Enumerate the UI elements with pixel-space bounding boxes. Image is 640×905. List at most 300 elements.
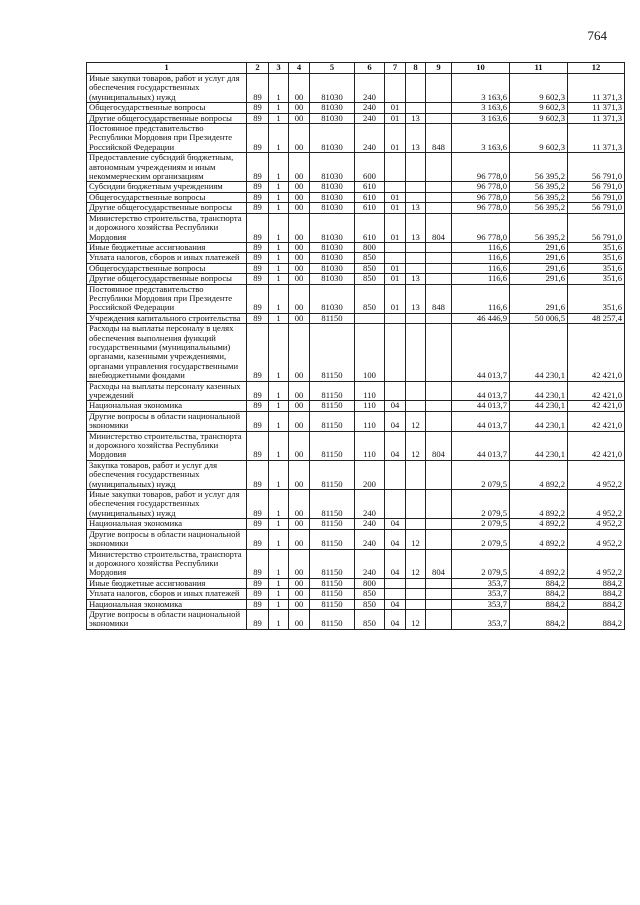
table-row: [87, 124, 625, 153]
cell-y1: 44 013,7: [452, 324, 510, 381]
cell-y3: 884,2: [568, 599, 625, 609]
cell-y3: 4 952,2: [568, 460, 625, 489]
cell-target: 81150: [310, 490, 355, 519]
cell-sub: 00: [289, 253, 310, 263]
cell-rz: 04: [385, 431, 406, 460]
cell-name: Уплата налогов, сборов и иных платежей: [87, 253, 247, 263]
cell-vr: 610: [355, 213, 385, 242]
column-header: 3: [269, 63, 289, 74]
cell-prog: 1: [269, 263, 289, 273]
cell-rz: [385, 578, 406, 588]
cell-y2: 4 892,2: [510, 460, 568, 489]
column-header: 12: [568, 63, 625, 74]
cell-target: 81030: [310, 153, 355, 182]
cell-vr: 850: [355, 253, 385, 263]
cell-y1: 2 079,5: [452, 549, 510, 578]
column-header: 10: [452, 63, 510, 74]
cell-prog: 1: [269, 213, 289, 242]
cell-y1: 44 013,7: [452, 381, 510, 401]
cell-pr: 13: [406, 203, 426, 213]
cell-target: 81150: [310, 313, 355, 323]
table-row: [87, 74, 625, 103]
cell-prog: 1: [269, 192, 289, 202]
cell-name: Национальная экономика: [87, 519, 247, 529]
cell-pr: [406, 182, 426, 192]
cell-y2: 4 892,2: [510, 519, 568, 529]
cell-rz: [385, 253, 406, 263]
cell-code: 89: [247, 203, 269, 213]
cell-prog: 1: [269, 589, 289, 599]
cell-gr: [426, 401, 452, 411]
cell-prog: 1: [269, 203, 289, 213]
table-row: [87, 578, 625, 588]
column-header: 5: [310, 63, 355, 74]
cell-gr: [426, 324, 452, 381]
cell-target: 81150: [310, 549, 355, 578]
cell-pr: 12: [406, 609, 426, 629]
cell-y1: 2 079,5: [452, 529, 510, 549]
cell-pr: [406, 263, 426, 273]
cell-y3: 56 791,0: [568, 153, 625, 182]
cell-y1: 353,7: [452, 599, 510, 609]
cell-pr: [406, 324, 426, 381]
cell-y3: 11 371,3: [568, 124, 625, 153]
cell-rz: 01: [385, 203, 406, 213]
cell-name: Министерство строительства, транспорта и дорожного хозяйства Республики Мордовия: [87, 213, 247, 242]
cell-vr: 240: [355, 103, 385, 113]
cell-y2: 9 602,3: [510, 103, 568, 113]
table-row: [87, 263, 625, 273]
cell-target: 81030: [310, 203, 355, 213]
cell-vr: 240: [355, 519, 385, 529]
cell-name: Общегосударственные вопросы: [87, 103, 247, 113]
cell-y2: 44 230,1: [510, 381, 568, 401]
cell-prog: 1: [269, 381, 289, 401]
cell-name: Иные бюджетные ассигнования: [87, 578, 247, 588]
cell-pr: [406, 253, 426, 263]
cell-vr: 610: [355, 203, 385, 213]
table-row: [87, 253, 625, 263]
cell-target: 81030: [310, 182, 355, 192]
cell-y1: 116,6: [452, 253, 510, 263]
cell-rz: 01: [385, 103, 406, 113]
cell-y2: 884,2: [510, 609, 568, 629]
cell-sub: 00: [289, 313, 310, 323]
cell-vr: 110: [355, 401, 385, 411]
cell-rz: 04: [385, 609, 406, 629]
cell-y1: 353,7: [452, 609, 510, 629]
cell-pr: [406, 519, 426, 529]
cell-vr: 800: [355, 242, 385, 252]
cell-y3: 11 371,3: [568, 113, 625, 123]
cell-prog: 1: [269, 324, 289, 381]
cell-target: 81150: [310, 324, 355, 381]
cell-sub: 00: [289, 549, 310, 578]
cell-vr: 110: [355, 431, 385, 460]
cell-gr: [426, 103, 452, 113]
cell-y3: 4 952,2: [568, 490, 625, 519]
cell-prog: 1: [269, 113, 289, 123]
cell-pr: [406, 242, 426, 252]
cell-vr: 240: [355, 113, 385, 123]
cell-y3: 56 791,0: [568, 203, 625, 213]
cell-sub: 00: [289, 589, 310, 599]
cell-rz: 01: [385, 284, 406, 313]
cell-rz: 01: [385, 274, 406, 284]
cell-sub: 00: [289, 263, 310, 273]
cell-pr: 12: [406, 529, 426, 549]
cell-y3: 4 952,2: [568, 549, 625, 578]
cell-y2: 4 892,2: [510, 529, 568, 549]
cell-gr: [426, 113, 452, 123]
table-header: [87, 63, 625, 74]
cell-prog: 1: [269, 490, 289, 519]
cell-code: 89: [247, 529, 269, 549]
table-row: [87, 103, 625, 113]
cell-y3: 48 257,4: [568, 313, 625, 323]
cell-target: 81030: [310, 113, 355, 123]
cell-prog: 1: [269, 103, 289, 113]
cell-pr: 13: [406, 113, 426, 123]
cell-prog: 1: [269, 274, 289, 284]
cell-prog: 1: [269, 313, 289, 323]
cell-pr: [406, 313, 426, 323]
cell-prog: 1: [269, 401, 289, 411]
column-header: 11: [510, 63, 568, 74]
cell-y3: 4 952,2: [568, 529, 625, 549]
cell-vr: 240: [355, 74, 385, 103]
cell-pr: [406, 578, 426, 588]
table-row: [87, 313, 625, 323]
cell-y1: 353,7: [452, 589, 510, 599]
table-row: [87, 153, 625, 182]
cell-rz: 04: [385, 401, 406, 411]
cell-y3: 42 421,0: [568, 411, 625, 431]
cell-vr: 800: [355, 578, 385, 588]
cell-name: Иные закупки товаров, работ и услуг для обеспечения государственных (муниципальных) нужд: [87, 74, 247, 103]
cell-sub: 00: [289, 203, 310, 213]
cell-vr: 110: [355, 381, 385, 401]
cell-vr: 240: [355, 490, 385, 519]
cell-sub: 00: [289, 609, 310, 629]
cell-target: 81150: [310, 609, 355, 629]
cell-y1: 44 013,7: [452, 401, 510, 411]
cell-rz: [385, 460, 406, 489]
cell-rz: [385, 490, 406, 519]
cell-pr: [406, 490, 426, 519]
cell-target: 81150: [310, 589, 355, 599]
cell-y3: 351,6: [568, 284, 625, 313]
cell-y1: 44 013,7: [452, 431, 510, 460]
cell-y1: 2 079,5: [452, 519, 510, 529]
cell-vr: [355, 313, 385, 323]
cell-sub: 00: [289, 401, 310, 411]
cell-y3: 884,2: [568, 578, 625, 588]
cell-gr: [426, 203, 452, 213]
cell-sub: 00: [289, 381, 310, 401]
cell-rz: [385, 182, 406, 192]
cell-code: 89: [247, 182, 269, 192]
cell-code: 89: [247, 490, 269, 519]
cell-code: 89: [247, 431, 269, 460]
cell-rz: 04: [385, 599, 406, 609]
cell-rz: 04: [385, 549, 406, 578]
table-row: [87, 213, 625, 242]
cell-code: 89: [247, 153, 269, 182]
cell-rz: 01: [385, 113, 406, 123]
column-header: 7: [385, 63, 406, 74]
cell-y2: 884,2: [510, 578, 568, 588]
table-row: [87, 431, 625, 460]
cell-y1: 3 163,6: [452, 113, 510, 123]
cell-pr: [406, 192, 426, 202]
cell-y2: 44 230,1: [510, 411, 568, 431]
cell-sub: 00: [289, 74, 310, 103]
column-header: 4: [289, 63, 310, 74]
cell-rz: [385, 313, 406, 323]
cell-sub: 00: [289, 324, 310, 381]
cell-y1: 3 163,6: [452, 124, 510, 153]
cell-name: Министерство строительства, транспорта и дорожного хозяйства Республики Мордовия: [87, 549, 247, 578]
cell-prog: 1: [269, 431, 289, 460]
cell-target: 81150: [310, 381, 355, 401]
cell-gr: 804: [426, 549, 452, 578]
cell-prog: 1: [269, 549, 289, 578]
cell-y1: 2 079,5: [452, 490, 510, 519]
cell-name: Иные закупки товаров, работ и услуг для обеспечения государственных (муниципальных) нужд: [87, 490, 247, 519]
cell-pr: [406, 74, 426, 103]
cell-gr: [426, 74, 452, 103]
table-row: [87, 113, 625, 123]
cell-prog: 1: [269, 284, 289, 313]
cell-vr: 200: [355, 460, 385, 489]
cell-pr: 13: [406, 124, 426, 153]
cell-y2: 56 395,2: [510, 153, 568, 182]
cell-vr: 610: [355, 192, 385, 202]
cell-y1: 2 079,5: [452, 460, 510, 489]
cell-name: Национальная экономика: [87, 599, 247, 609]
cell-y2: 291,6: [510, 253, 568, 263]
cell-rz: [385, 242, 406, 252]
cell-y2: 4 892,2: [510, 549, 568, 578]
cell-name: Учреждения капитального строительства: [87, 313, 247, 323]
cell-prog: 1: [269, 599, 289, 609]
cell-y3: 351,6: [568, 263, 625, 273]
cell-y1: 96 778,0: [452, 182, 510, 192]
cell-y3: 884,2: [568, 609, 625, 629]
cell-name: Постоянное представительство Республики Мордовия при Президенте Российской Федерации: [87, 284, 247, 313]
cell-gr: [426, 529, 452, 549]
cell-y2: 9 602,3: [510, 74, 568, 103]
cell-prog: 1: [269, 153, 289, 182]
cell-target: 81150: [310, 460, 355, 489]
cell-sub: 00: [289, 411, 310, 431]
table-row: [87, 549, 625, 578]
cell-gr: [426, 381, 452, 401]
cell-target: 81150: [310, 599, 355, 609]
cell-y3: 11 371,3: [568, 103, 625, 113]
cell-code: 89: [247, 519, 269, 529]
table-row: [87, 401, 625, 411]
cell-y3: 11 371,3: [568, 74, 625, 103]
table-row: [87, 203, 625, 213]
cell-gr: 848: [426, 284, 452, 313]
cell-y3: 884,2: [568, 589, 625, 599]
cell-rz: 04: [385, 529, 406, 549]
cell-target: 81150: [310, 431, 355, 460]
cell-vr: 240: [355, 549, 385, 578]
cell-y1: 96 778,0: [452, 203, 510, 213]
cell-y2: 50 006,5: [510, 313, 568, 323]
cell-target: 81030: [310, 274, 355, 284]
cell-sub: 00: [289, 213, 310, 242]
cell-gr: 804: [426, 213, 452, 242]
table-row: [87, 589, 625, 599]
cell-pr: 13: [406, 213, 426, 242]
cell-prog: 1: [269, 609, 289, 629]
cell-prog: 1: [269, 411, 289, 431]
cell-prog: 1: [269, 529, 289, 549]
cell-sub: 00: [289, 274, 310, 284]
table-row: [87, 284, 625, 313]
cell-vr: 240: [355, 529, 385, 549]
cell-code: 89: [247, 242, 269, 252]
table-row: [87, 274, 625, 284]
cell-vr: 110: [355, 411, 385, 431]
cell-pr: 12: [406, 549, 426, 578]
cell-code: 89: [247, 124, 269, 153]
table-row: [87, 411, 625, 431]
cell-y2: 9 602,3: [510, 124, 568, 153]
cell-target: 81030: [310, 253, 355, 263]
cell-gr: [426, 263, 452, 273]
cell-rz: [385, 589, 406, 599]
cell-vr: 850: [355, 274, 385, 284]
cell-y3: 42 421,0: [568, 324, 625, 381]
cell-code: 89: [247, 263, 269, 273]
cell-prog: 1: [269, 578, 289, 588]
table-row: [87, 324, 625, 381]
cell-y1: 353,7: [452, 578, 510, 588]
cell-code: 89: [247, 460, 269, 489]
cell-vr: 610: [355, 182, 385, 192]
cell-code: 89: [247, 103, 269, 113]
table-row: [87, 490, 625, 519]
cell-target: 81030: [310, 124, 355, 153]
cell-rz: 01: [385, 192, 406, 202]
cell-gr: [426, 460, 452, 489]
cell-y2: 291,6: [510, 242, 568, 252]
cell-code: 89: [247, 578, 269, 588]
cell-prog: 1: [269, 519, 289, 529]
cell-name: Предоставление субсидий бюджетным, автономным учреждениям и иным некоммерческим организациям: [87, 153, 247, 182]
cell-target: 81150: [310, 519, 355, 529]
cell-y3: 351,6: [568, 253, 625, 263]
cell-name: Расходы на выплаты персоналу казенных учреждений: [87, 381, 247, 401]
table-row: [87, 609, 625, 629]
cell-code: 89: [247, 192, 269, 202]
cell-sub: 00: [289, 153, 310, 182]
cell-target: 81030: [310, 192, 355, 202]
cell-pr: [406, 153, 426, 182]
cell-sub: 00: [289, 599, 310, 609]
cell-gr: [426, 578, 452, 588]
cell-sub: 00: [289, 113, 310, 123]
cell-sub: 00: [289, 284, 310, 313]
cell-gr: [426, 490, 452, 519]
cell-code: 89: [247, 324, 269, 381]
cell-vr: 100: [355, 324, 385, 381]
cell-sub: 00: [289, 124, 310, 153]
cell-y2: 56 395,2: [510, 182, 568, 192]
table-row: [87, 599, 625, 609]
cell-sub: 00: [289, 103, 310, 113]
cell-y2: 884,2: [510, 599, 568, 609]
cell-y3: 351,6: [568, 274, 625, 284]
cell-y1: 116,6: [452, 263, 510, 273]
cell-y2: 56 395,2: [510, 192, 568, 202]
cell-y2: 56 395,2: [510, 213, 568, 242]
cell-y2: 9 602,3: [510, 113, 568, 123]
cell-rz: 04: [385, 519, 406, 529]
cell-y1: 3 163,6: [452, 103, 510, 113]
cell-pr: 12: [406, 431, 426, 460]
cell-name: Другие вопросы в области национальной экономики: [87, 609, 247, 629]
cell-name: Другие общегосударственные вопросы: [87, 274, 247, 284]
cell-rz: [385, 381, 406, 401]
cell-y1: 116,6: [452, 284, 510, 313]
cell-rz: 01: [385, 124, 406, 153]
cell-y2: 44 230,1: [510, 324, 568, 381]
cell-pr: [406, 589, 426, 599]
column-header: 6: [355, 63, 385, 74]
cell-rz: 04: [385, 411, 406, 431]
cell-y1: 96 778,0: [452, 192, 510, 202]
cell-name: Национальная экономика: [87, 401, 247, 411]
table-row: [87, 182, 625, 192]
cell-gr: [426, 192, 452, 202]
cell-vr: 600: [355, 153, 385, 182]
cell-rz: [385, 74, 406, 103]
cell-vr: 850: [355, 589, 385, 599]
cell-name: Иные бюджетные ассигнования: [87, 242, 247, 252]
cell-sub: 00: [289, 192, 310, 202]
cell-target: 81150: [310, 578, 355, 588]
cell-sub: 00: [289, 490, 310, 519]
cell-gr: 848: [426, 124, 452, 153]
cell-sub: 00: [289, 242, 310, 252]
table-row: [87, 460, 625, 489]
cell-prog: 1: [269, 253, 289, 263]
cell-code: 89: [247, 411, 269, 431]
cell-y1: 116,6: [452, 242, 510, 252]
cell-code: 89: [247, 74, 269, 103]
cell-target: 81030: [310, 263, 355, 273]
cell-target: 81030: [310, 74, 355, 103]
column-header: 8: [406, 63, 426, 74]
cell-sub: 00: [289, 578, 310, 588]
cell-gr: 804: [426, 431, 452, 460]
cell-code: 89: [247, 213, 269, 242]
cell-name: Уплата налогов, сборов и иных платежей: [87, 589, 247, 599]
cell-y2: 291,6: [510, 284, 568, 313]
cell-prog: 1: [269, 242, 289, 252]
cell-sub: 00: [289, 529, 310, 549]
cell-name: Постоянное представительство Республики Мордовия при Президенте Российской Федерации: [87, 124, 247, 153]
cell-y2: 291,6: [510, 274, 568, 284]
cell-vr: 850: [355, 609, 385, 629]
cell-y1: 96 778,0: [452, 213, 510, 242]
